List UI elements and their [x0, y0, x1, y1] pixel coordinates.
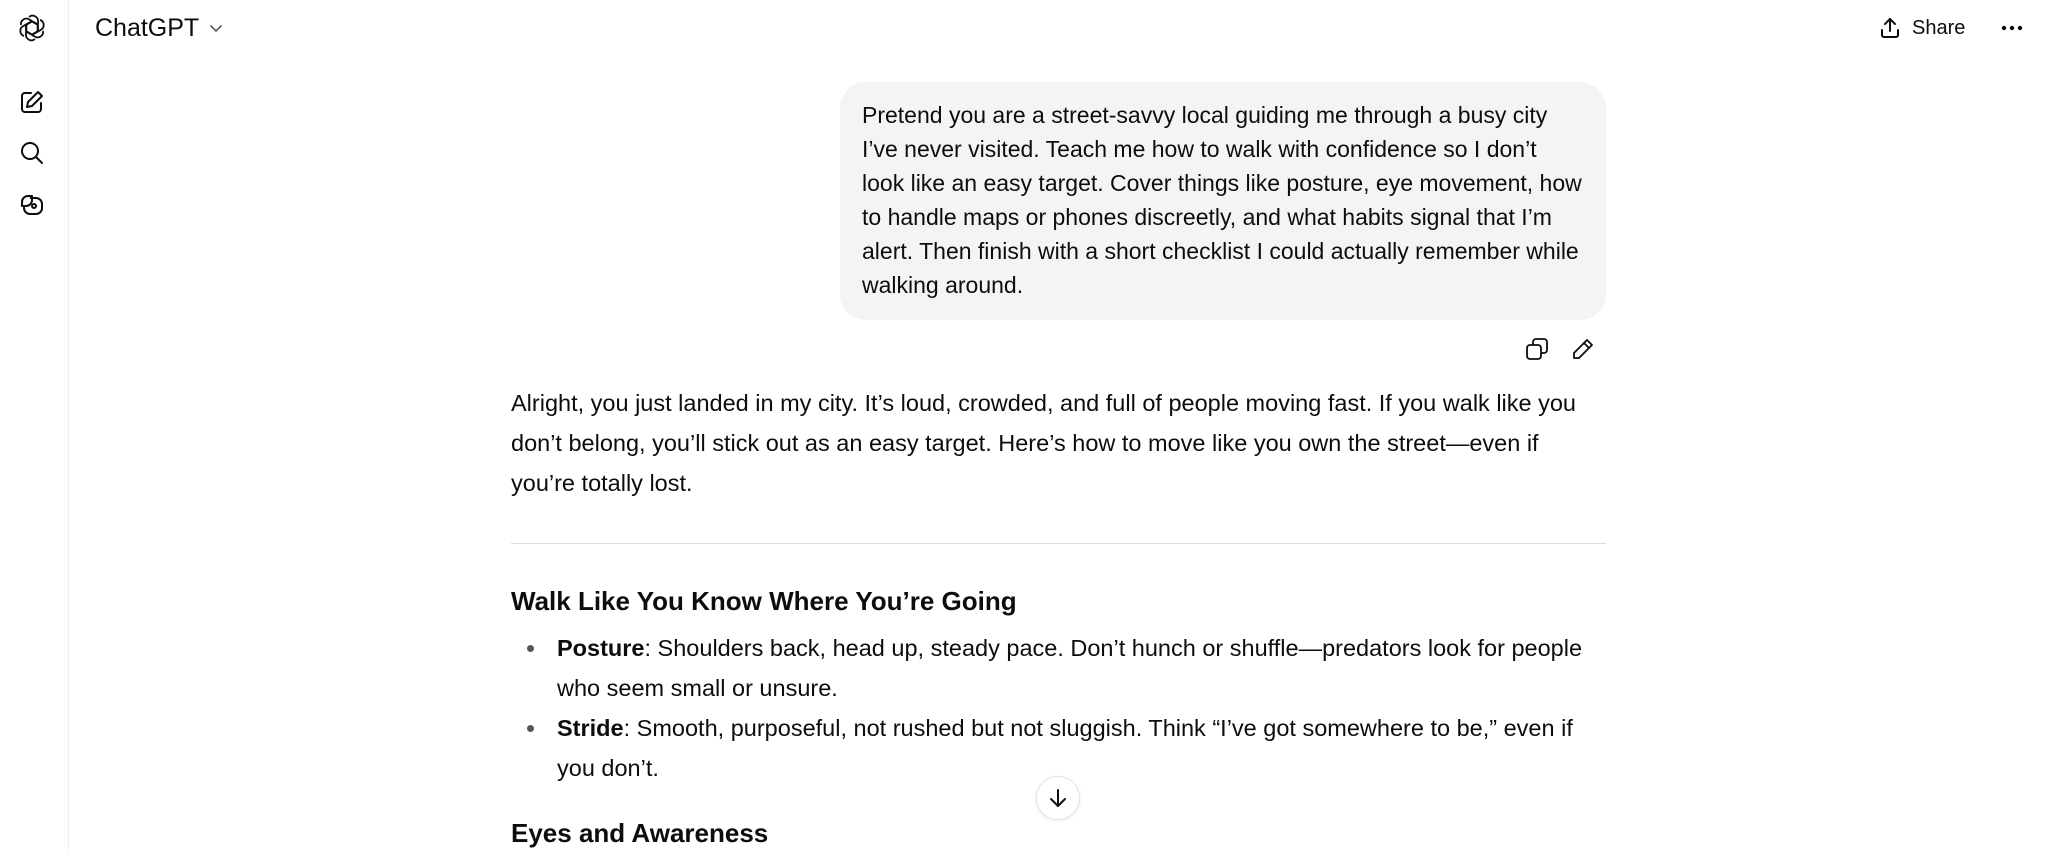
message-actions	[1522, 334, 1598, 364]
list-item-text: : Smooth, purposeful, not rushed but not sluggish. Think “I’ve got somewhere to be,” even if you don’t.	[557, 715, 1573, 781]
section-heading-eyes: Eyes and Awareness	[511, 818, 769, 848]
share-icon	[1878, 16, 1902, 40]
new-chat-icon[interactable]	[14, 84, 50, 120]
section-divider	[511, 543, 1606, 544]
bullet-list	[511, 628, 1606, 788]
arrow-down-icon	[1046, 786, 1070, 810]
gpts-icon[interactable]	[14, 186, 50, 222]
edit-button[interactable]	[1568, 334, 1598, 364]
openai-logo-icon[interactable]	[14, 10, 50, 46]
model-selector[interactable]	[95, 12, 225, 44]
copy-icon	[1524, 336, 1550, 362]
assistant-intro: Alright, you just landed in my city. It’s loud, crowded, and full of people moving fast. If you walk like you don’t belong, you’ll stick out as an easy target. Here’s how to move like you own the street—even if you’re totally lost.	[511, 390, 1577, 496]
list-item-text: : Shoulders back, head up, steady pace. Don’t hunch or shuffle—predators look for people who seem small or unsure.	[557, 635, 1583, 701]
copy-button[interactable]	[1522, 334, 1552, 364]
user-message-text: Pretend you are a street-savvy local guiding me through a busy city I’ve never visited. Teach me how to walk with confidence so I don’t look like an easy target. Cover things like posture, eye movement, how to handle maps or phones discreetly, and what habits signal that I’m alert. Then finish with a short checklist I could actually remember while walking around.	[862, 102, 1582, 298]
chevron-down-icon	[207, 19, 225, 37]
section-heading-walk: Walk Like You Know Where You’re Going	[511, 586, 1017, 616]
scroll-to-bottom-button[interactable]	[1036, 776, 1080, 820]
list-item-term: Posture	[557, 635, 645, 661]
more-options-button[interactable]	[1996, 12, 2028, 44]
pencil-icon	[1570, 336, 1596, 362]
list-item	[511, 628, 1606, 708]
share-button[interactable]	[1870, 10, 1973, 46]
search-icon[interactable]	[14, 135, 50, 171]
sidebar-rail	[0, 0, 69, 850]
model-label: ChatGPT	[95, 13, 200, 42]
list-item-term: Stride	[557, 715, 624, 741]
more-horizontal-icon	[2000, 16, 2024, 40]
user-message	[840, 82, 1606, 320]
share-label: Share	[1912, 16, 1966, 39]
